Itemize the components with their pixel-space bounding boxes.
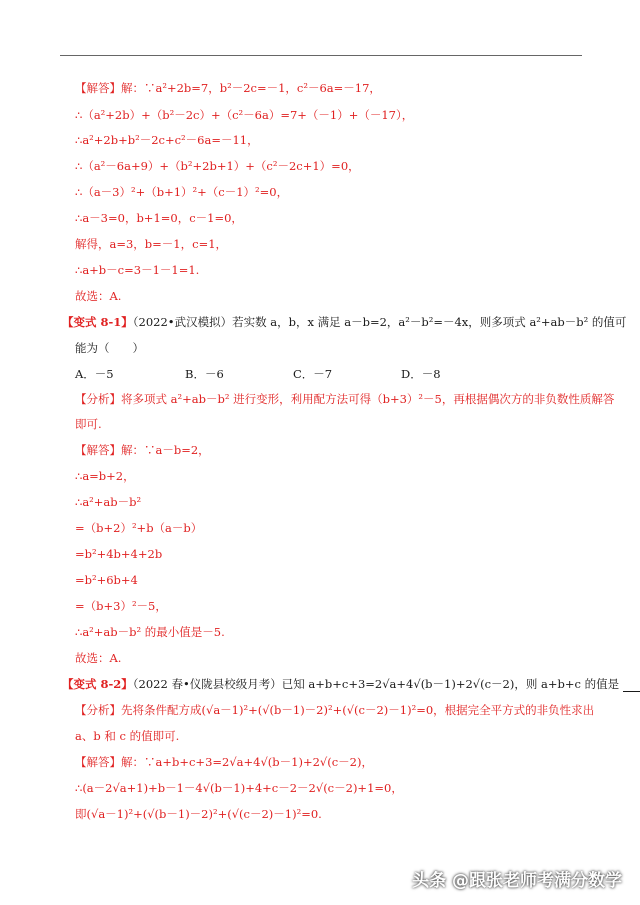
answer-line: 【解答】解：∵a+b+c+3=2√a+4√(b－1)+2√(c－2)， [75,755,373,769]
options-row [75,366,495,382]
question-text: （2022•武汉模拟）若实数 a，b，x 满足 a－b=2，a²－b²=－4x，则多项式 a²+ab－b² 的值可 [132,315,627,329]
analysis-line: a、b 和 c 的值即可. [75,729,180,743]
question-mark: 【变式 8-2】 [62,677,133,691]
answer-line: =（b+3）²－5， [75,599,167,613]
question-text: （2022 春•仪陇县校级月考）已知 a+b+c+3=2√a+4√(b－1)+2√(c－2)，则 a+b+c 的值是 [132,677,620,691]
answer-line: ∴a－3=0，b+1=0，c－1=0， [75,211,243,225]
question-8-1 [62,314,626,330]
analysis-line: 【分析】将多项式 a²+ab－b² 进行变形，利用配方法可得（b+3）²－5，再根据偶次方的非负数性质解答 [75,392,615,406]
answer-line: ∴a+b－c=3－1－1=1. [75,263,200,277]
question-8-2 [62,676,640,692]
question-text-cont: 能为（ ） [75,341,144,355]
analysis-line: 【分析】先将条件配方成(√a－1)²+(√(b－1)－2)²+(√(c－2)－1)²=0，根据完全平方式的非负性求出 [75,703,595,717]
answer-line: 即(√a－1)²+(√(b－1)－2)²+(√(c－2)－1)²=0. [75,807,322,821]
answer-line: 故选：A. [75,289,122,303]
question-mark: 【变式 8-1】 [62,315,133,329]
option-d: D．－8 [401,367,441,381]
answer-line: 解得，a=3，b=－1，c=1， [75,237,228,251]
answer-blank [623,679,640,692]
answer-line: ∴(a－2√a+1)+b－1－4√(b－1)+4+c－2－2√(c－2)+1=0， [75,781,403,795]
answer-line: ∴（a²+2b）+（b²－2c）+（c²－6a）=7+（－1）+（－17）， [75,108,414,122]
answer-line: ∴a²+2b+b²－2c+c²－6a=－11， [75,133,259,147]
answer-line: ∴（a－3）²+（b+1）²+（c－1）²=0， [75,185,289,199]
option-b: B．－6 [185,367,224,381]
answer-line: 【解答】解：∵a－b=2， [75,443,210,457]
answer-line: ∴（a²－6a+9）+（b²+2b+1）+（c²－2c+1）=0， [75,159,360,173]
answer-line: =（b+2）²+b（a－b） [75,521,203,535]
answer-line: 故选：A. [75,651,122,665]
answer-line: ∴a²+ab－b² [75,495,142,509]
answer-line: ∴a=b+2， [75,469,135,483]
watermark: 头条 @跟张老师考满分数学 [412,871,622,891]
header-rule [60,55,582,56]
answer-line: 【解答】解：∵a²+2b=7，b²－2c=－1，c²－6a=－17， [75,81,381,95]
answer-line: =b²+6b+4 [75,573,138,587]
option-c: C．－7 [293,367,333,381]
option-a: A．－5 [75,367,114,381]
analysis-line: 即可. [75,417,102,431]
answer-line: ∴a²+ab－b² 的最小值是－5. [75,625,225,639]
answer-line: =b²+4b+4+2b [75,547,163,561]
